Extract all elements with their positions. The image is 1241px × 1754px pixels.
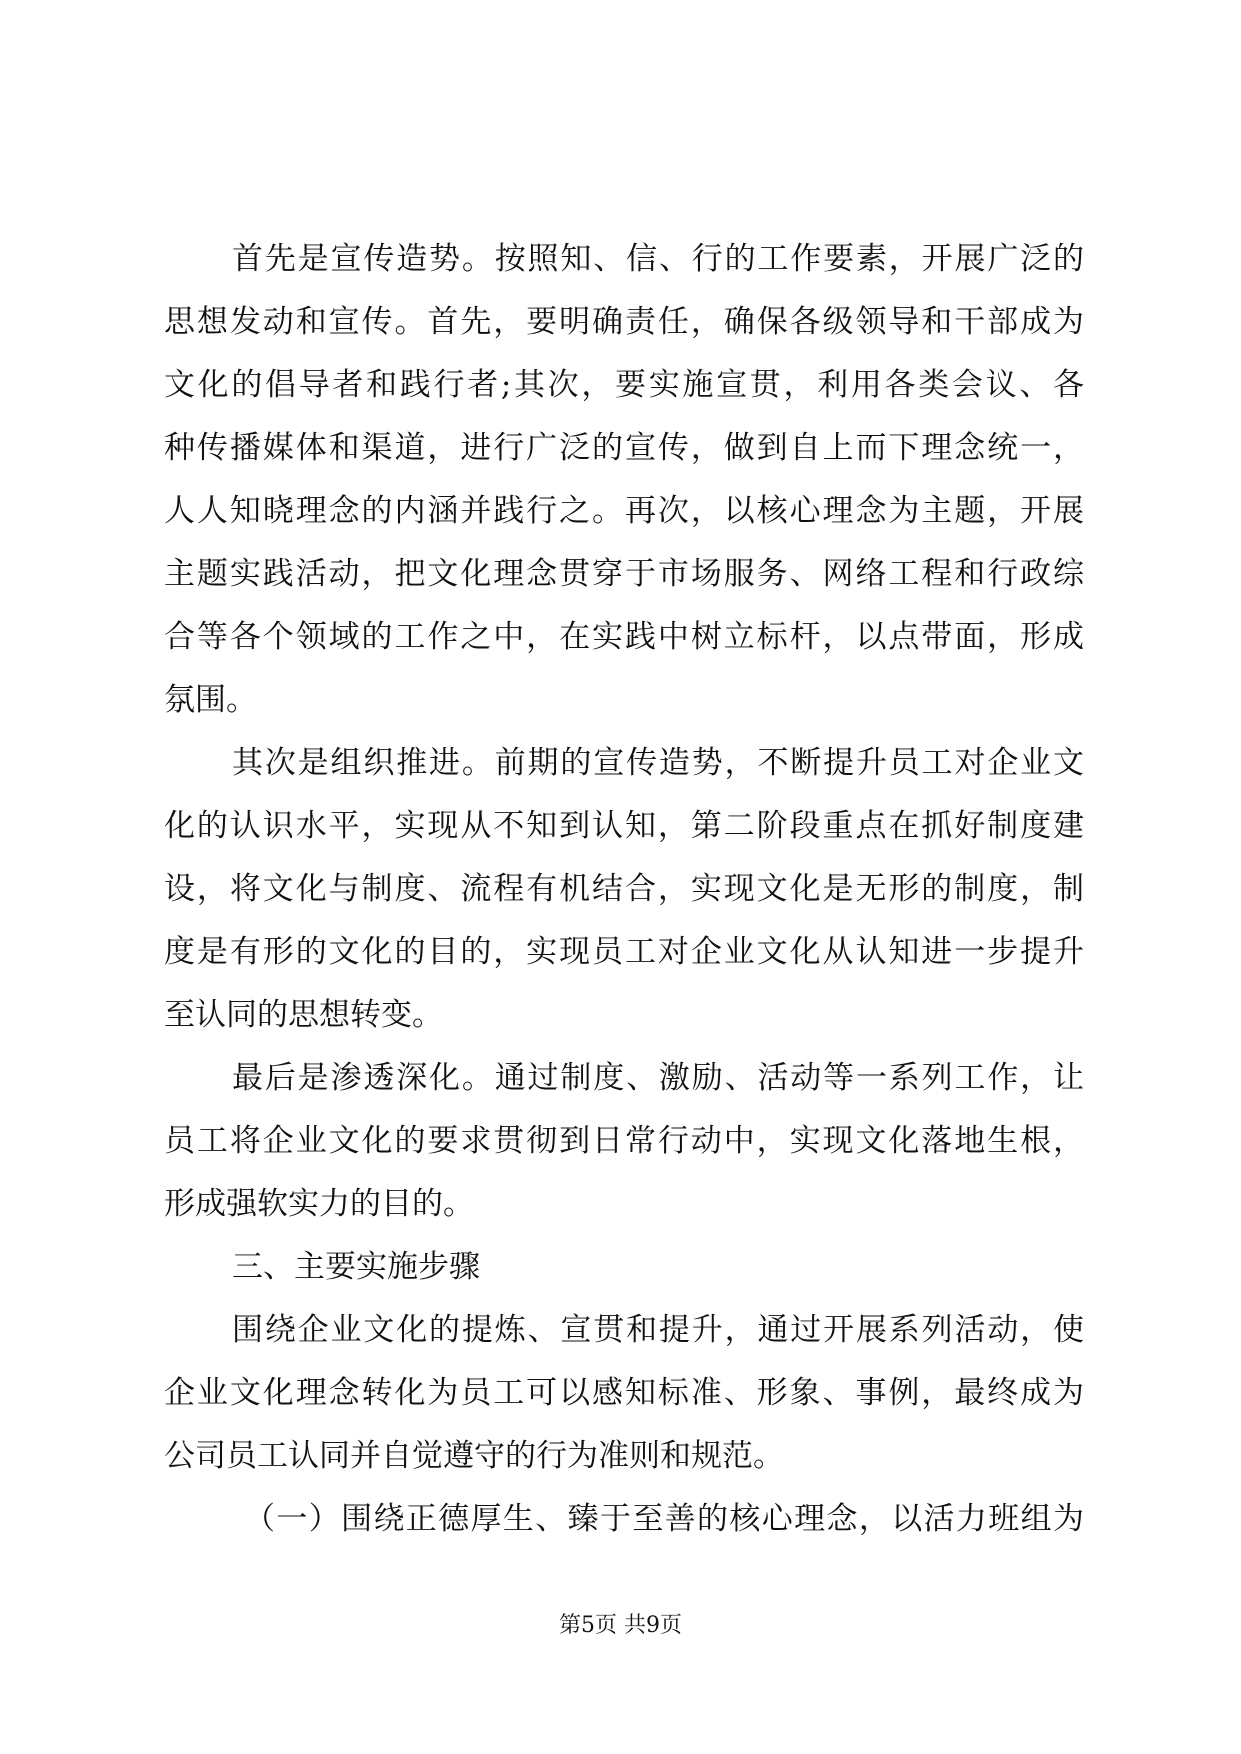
paragraph-line: 主题实践活动，把文化理念贯穿于市场服务、网络工程和行政综 xyxy=(164,556,1084,592)
paragraph-line: 种传播媒体和渠道，进行广泛的宣传，做到自上而下理念统一， xyxy=(164,430,1084,466)
paragraph-line: 其次是组织推进。前期的宣传造势，不断提升员工对企业文 xyxy=(232,745,1084,781)
paragraph-line: 合等各个领域的工作之中，在实践中树立标杆，以点带面，形成 xyxy=(164,619,1084,655)
paragraph-line: （一）围绕正德厚生、臻于至善的核心理念，以活力班组为 xyxy=(244,1501,1084,1537)
paragraph-line: 至认同的思想转变。 xyxy=(164,997,443,1033)
paragraph-line: 围绕企业文化的提炼、宣贯和提升，通过开展系列活动，使 xyxy=(232,1312,1084,1348)
paragraph-line: 化的认识水平，实现从不知到认知，第二阶段重点在抓好制度建 xyxy=(164,808,1084,844)
section-heading: 三、主要实施步骤 xyxy=(232,1249,480,1285)
paragraph-line: 形成强软实力的目的。 xyxy=(164,1186,474,1222)
paragraph-line: 人人知晓理念的内涵并践行之。再次，以核心理念为主题，开展 xyxy=(164,493,1084,529)
paragraph-line: 文化的倡导者和践行者;其次，要实施宣贯，利用各类会议、各 xyxy=(164,367,1084,403)
paragraph-line: 度是有形的文化的目的，实现员工对企业文化从认知进一步提升 xyxy=(164,934,1084,970)
document-body xyxy=(164,228,1084,1551)
paragraph-line: 设，将文化与制度、流程有机结合，实现文化是无形的制度，制 xyxy=(164,871,1084,907)
paragraph-line: 首先是宣传造势。按照知、信、行的工作要素，开展广泛的 xyxy=(232,241,1084,277)
page-number: 第5页 共9页 xyxy=(559,1613,682,1638)
paragraph-line: 氛围。 xyxy=(164,682,257,718)
paragraph-line: 员工将企业文化的要求贯彻到日常行动中，实现文化落地生根， xyxy=(164,1123,1084,1159)
page-footer xyxy=(0,1611,1241,1641)
paragraph-line: 企业文化理念转化为员工可以感知标准、形象、事例，最终成为 xyxy=(164,1375,1084,1411)
paragraph-line: 最后是渗透深化。通过制度、激励、活动等一系列工作，让 xyxy=(232,1060,1084,1096)
paragraph-line: 公司员工认同并自觉遵守的行为准则和规范。 xyxy=(164,1438,784,1474)
paragraph-line: 思想发动和宣传。首先，要明确责任，确保各级领导和干部成为 xyxy=(164,304,1084,340)
